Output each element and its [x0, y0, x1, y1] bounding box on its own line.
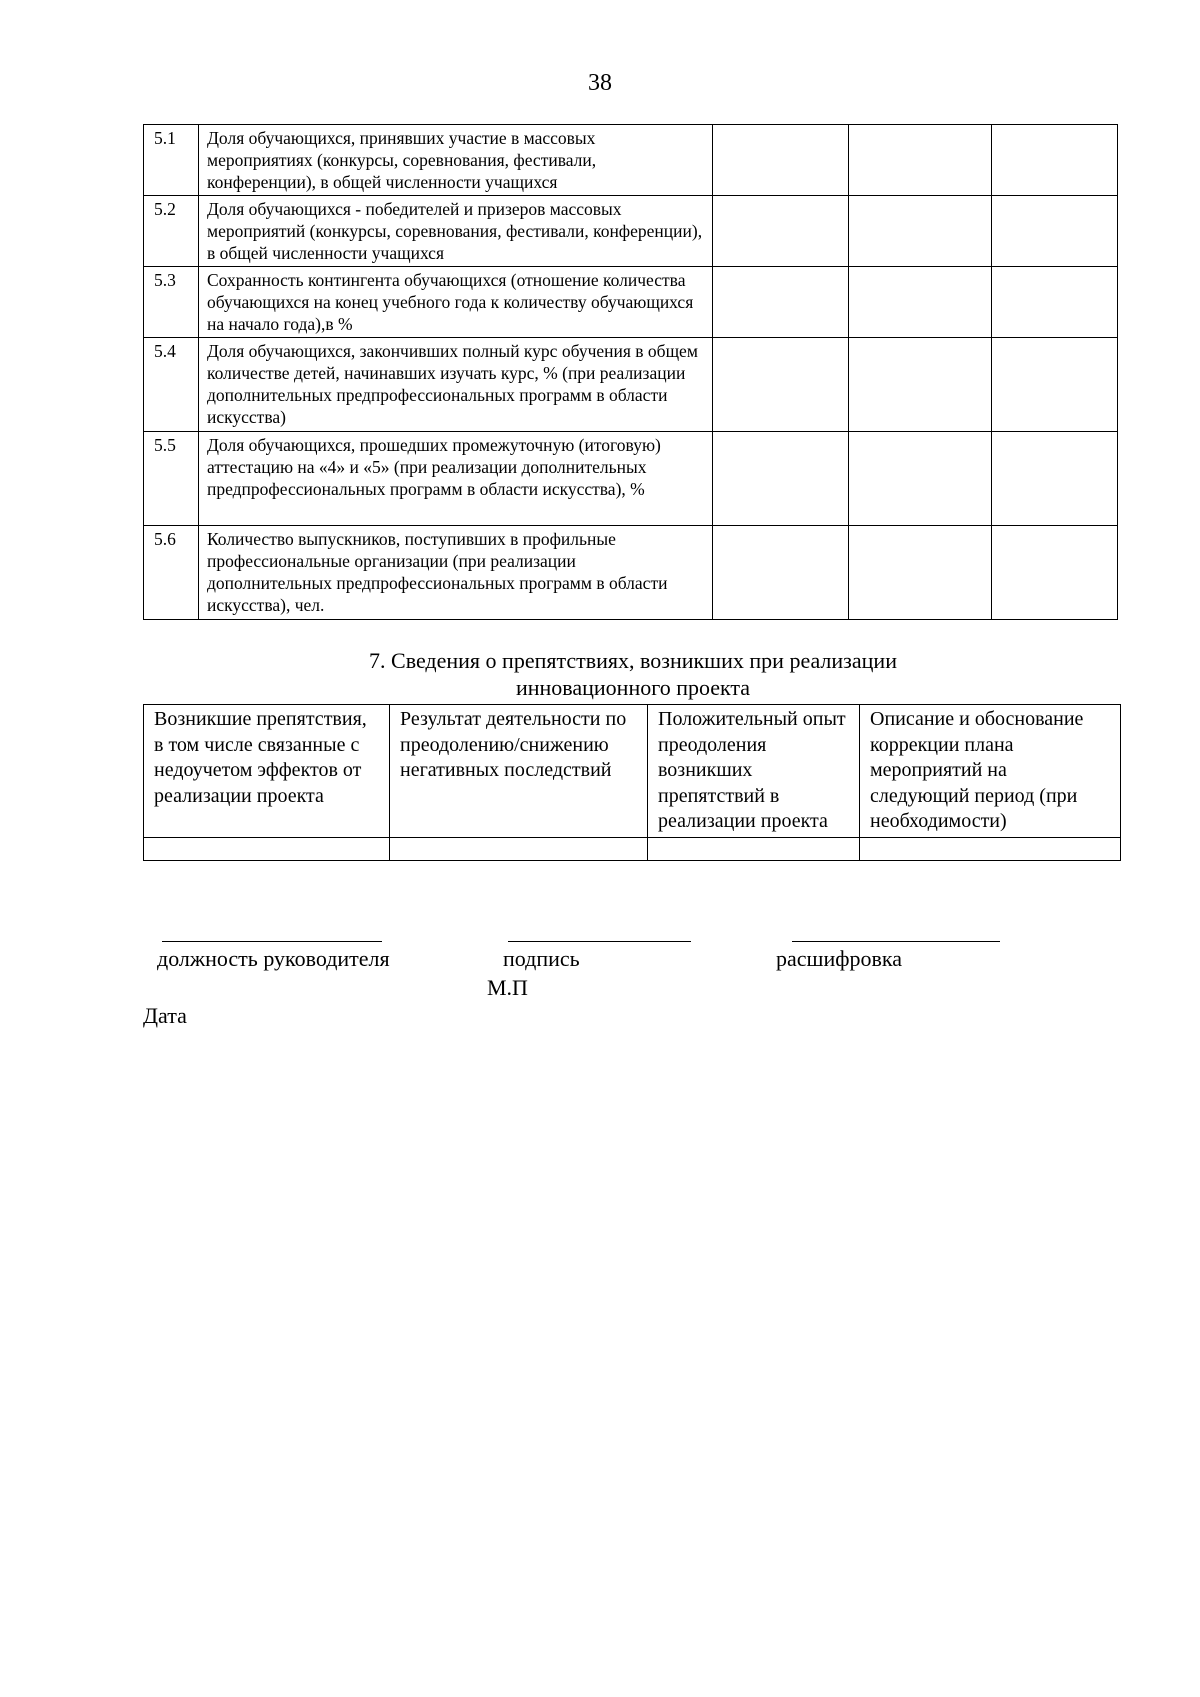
row-number: 5.2	[144, 196, 199, 267]
row-number: 5.4	[144, 338, 199, 432]
indicator-text: Доля обучающихся - победителей и призеров массовых мероприятий (конкурсы, соревнования, фестивали, конференции), в общей численности учащихся	[199, 196, 713, 267]
indicator-text: Сохранность контингента обучающихся (отношение количества обучающихся на конец учебного года к количеству обучающихся на начало года),в %	[199, 267, 713, 338]
decoding-label: расшифровка	[776, 946, 903, 971]
value-cell[interactable]	[713, 267, 849, 338]
value-cell[interactable]	[992, 338, 1118, 432]
value-cell[interactable]	[713, 338, 849, 432]
row-number: 5.1	[144, 125, 199, 196]
column-header: Описание и обоснование коррекции плана мероприятий на следующий период (при необходимости)	[860, 705, 1121, 838]
page-number: 38	[588, 70, 612, 96]
obstacles-table	[143, 704, 1121, 861]
table-row	[144, 125, 1118, 196]
value-cell[interactable]	[713, 432, 849, 526]
stamp-label: М.П	[487, 975, 528, 1000]
position-signature-line	[162, 941, 382, 942]
value-cell[interactable]	[992, 267, 1118, 338]
value-cell[interactable]	[713, 125, 849, 196]
indicators-table	[143, 124, 1118, 620]
table-row	[144, 432, 1118, 526]
value-cell[interactable]	[992, 196, 1118, 267]
table-row	[144, 267, 1118, 338]
empty-cell[interactable]	[648, 837, 860, 860]
value-cell[interactable]	[713, 196, 849, 267]
section-title-line: инновационного проекта	[515, 675, 751, 700]
decoding-signature-line	[792, 941, 1000, 942]
row-number: 5.3	[144, 267, 199, 338]
value-cell[interactable]	[849, 338, 992, 432]
value-cell[interactable]	[713, 526, 849, 620]
value-cell[interactable]	[849, 196, 992, 267]
empty-cell[interactable]	[860, 837, 1121, 860]
value-cell[interactable]	[849, 526, 992, 620]
indicator-text: Доля обучающихся, прошедших промежуточную (итоговую) аттестацию на «4» и «5» (при реализации дополнительных предпрофессиональных программ в области искусства), %	[199, 432, 713, 526]
empty-cell[interactable]	[390, 837, 648, 860]
signature-line	[508, 941, 691, 942]
indicator-text: Доля обучающихся, принявших участие в массовых мероприятиях (конкурсы, соревнования, фестивали, конференции), в общей численности учащихся	[199, 125, 713, 196]
value-cell[interactable]	[849, 125, 992, 196]
indicator-text: Количество выпускников, поступивших в профильные профессиональные организации (при реализации дополнительных предпрофессиональных программ в области искусства), чел.	[199, 526, 713, 620]
table-row	[144, 837, 1121, 860]
table-row	[144, 338, 1118, 432]
value-cell[interactable]	[849, 267, 992, 338]
value-cell[interactable]	[992, 526, 1118, 620]
section-title-line: 7. Сведения о препятствиях, возникших при реализации	[369, 648, 897, 673]
row-number: 5.5	[144, 432, 199, 526]
table-row	[144, 526, 1118, 620]
column-header: Результат деятельности по преодолению/снижению негативных последствий	[390, 705, 648, 838]
section-title	[143, 647, 1123, 701]
value-cell[interactable]	[992, 432, 1118, 526]
column-header: Возникшие препятствия, в том числе связанные с недоучетом эффектов от реализации проекта	[144, 705, 390, 838]
column-header: Положительный опыт преодоления возникших препятствий в реализации проекта	[648, 705, 860, 838]
row-number: 5.6	[144, 526, 199, 620]
table-row	[144, 196, 1118, 267]
value-cell[interactable]	[849, 432, 992, 526]
empty-cell[interactable]	[144, 837, 390, 860]
position-label: должность руководителя	[157, 946, 390, 971]
indicator-text: Доля обучающихся, закончивших полный курс обучения в общем количестве детей, начинавших изучать курс, % (при реализации дополнительных предпрофессиональных программ в области искусства)	[199, 338, 713, 432]
value-cell[interactable]	[992, 125, 1118, 196]
signature-label: подпись	[503, 946, 580, 971]
date-label: Дата	[143, 1003, 187, 1028]
table-header-row	[144, 705, 1121, 838]
